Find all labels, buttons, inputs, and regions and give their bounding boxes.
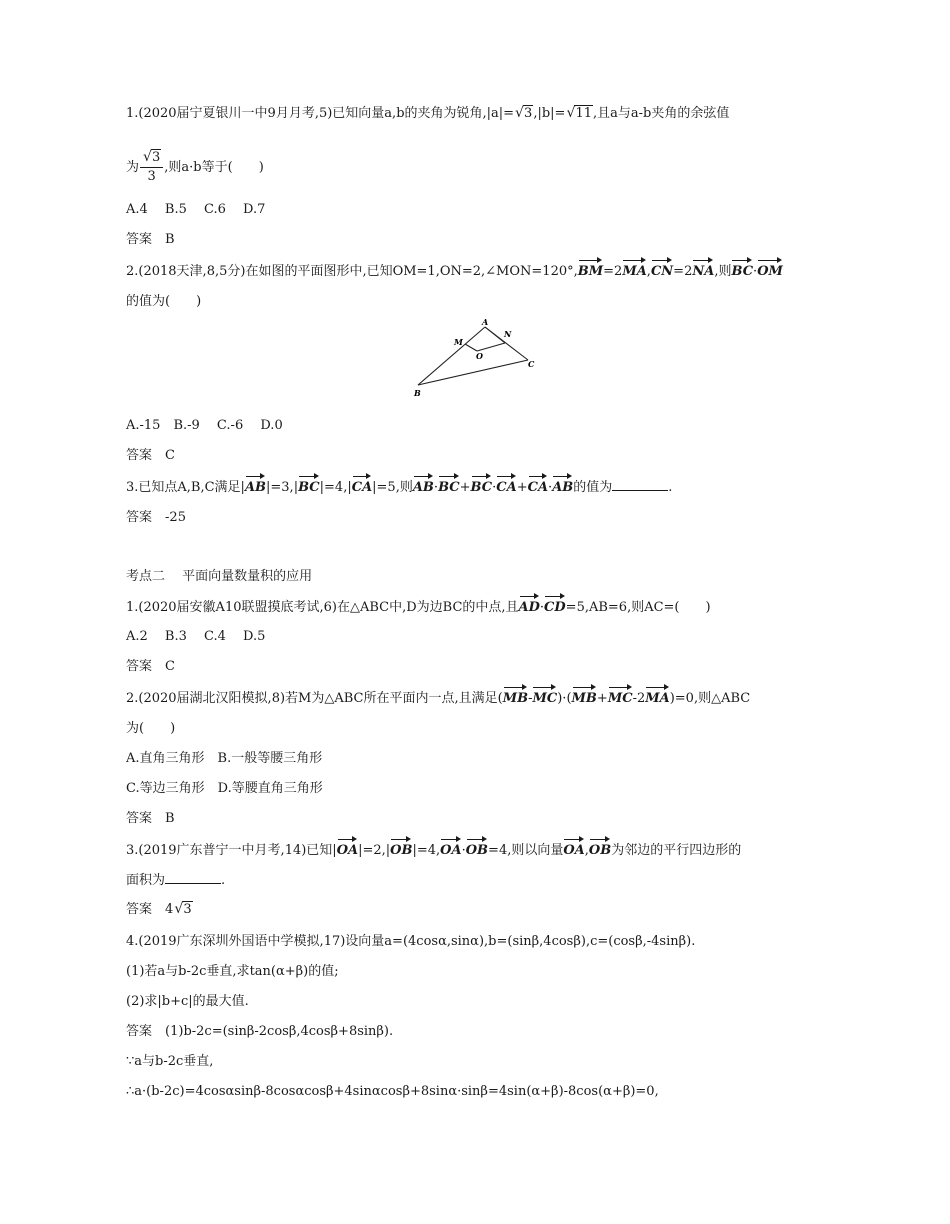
q2-line2: 的值为( ) — [126, 294, 202, 309]
s2q4-line6: ∴a·(b-2c)=4cosαsinβ-8cosαcosβ+4sinαcosβ+8sinα·sinβ=4sin(α+β)-8cos(α+β)=0, — [126, 1084, 659, 1099]
vector-MA: MA — [622, 260, 646, 282]
vector-AD: AD — [519, 596, 540, 618]
vector-NA: NA — [692, 260, 714, 282]
vector-CN: CN — [651, 260, 673, 282]
s2q4-answer: 答案 (1)b-2c=(sinβ-2cosβ,4cosβ+8sinβ). — [126, 1024, 394, 1039]
q2-line1: 2.(2018天津,8,5分)在如图的平面图形中,已知OM=1,ON=2,∠MON=120°,BM=2MA,CN=2NA,则BC·OM — [126, 260, 783, 282]
s2q3-line2: 面积为 . — [126, 873, 226, 888]
vector-MB: MB — [503, 687, 528, 709]
section-title: 考点二 平面向量数量积的应用 — [126, 569, 313, 584]
vector-MC: MC — [532, 687, 557, 709]
vector-OA: OA — [563, 839, 584, 861]
label-M: M — [454, 337, 463, 347]
s2q4-line2: (1)若a与b-2c垂直,求tan(α+β)的值; — [126, 964, 339, 979]
q3-answer: 答案 -25 — [126, 510, 186, 525]
label-O: O — [476, 351, 483, 361]
s2q2-line1: 2.(2020届湖北汉阳模拟,8)若M为△ABC所在平面内一点,且满足(MB-MC)·(MB+MC-2MA)=0,则△ABC — [126, 687, 750, 709]
vector-OB: OB — [390, 839, 412, 861]
vector-AB: AB — [552, 476, 573, 498]
q1-answer: 答案 B — [126, 232, 175, 247]
vector-BC: BC — [471, 476, 493, 498]
vector-BC: BC — [731, 260, 753, 282]
segment-MO — [465, 344, 477, 351]
geometry-figure — [410, 315, 540, 400]
s2q2-answer: 答案 B — [126, 811, 175, 826]
vector-MC: MC — [608, 687, 633, 709]
segment-AN — [485, 327, 505, 343]
q1-line2: 为 √ 3 3 ,则a·b等于( ) — [126, 149, 264, 184]
vector-BM: BM — [578, 260, 603, 282]
s2q3-line1: 3.(2019广东普宁一中月考,14)已知|OA|=2,|OB|=4,OA·OB=4,则以向量OA,OB为邻边的平行四边形的 — [126, 839, 741, 861]
s2q2-options-2: C.等边三角形 D.等腰直角三角形 — [126, 781, 323, 796]
label-A: A — [482, 317, 489, 327]
vector-MB: MB — [572, 687, 597, 709]
vector-AB: AB — [413, 476, 434, 498]
q1-line1: 1.(2020届宁夏银川一中9月月考,5)已知向量a,b的夹角为锐角,|a|= √ 3,|b|= √ 11,且a与a-b夹角的余弦值 — [126, 104, 729, 124]
s2q4-line3: (2)求|b+c|的最大值. — [126, 994, 249, 1009]
label-C: C — [528, 359, 535, 369]
vector-AB: AB — [245, 476, 266, 498]
vector-OA: OA — [337, 839, 358, 861]
vector-OB: OB — [466, 839, 488, 861]
radical-sqrt3: √ 3 — [174, 901, 192, 917]
q3-line1: 3.已知点A,B,C满足|AB|=3,|BC|=4,|CA|=5,则AB·BC+BC·CA+CA·AB的值为 . — [126, 476, 672, 498]
s2q3-answer: 答案 4 √ 3 — [126, 900, 193, 920]
vector-CA: CA — [528, 476, 548, 498]
vector-OM: OM — [757, 260, 783, 282]
s2q1-options: A.2 B.3 C.4 D.5 — [126, 629, 266, 644]
vector-CD: CD — [544, 596, 566, 618]
vector-BC: BC — [298, 476, 320, 498]
vector-CA: CA — [496, 476, 516, 498]
q2-answer: 答案 C — [126, 448, 175, 463]
vector-CA: CA — [352, 476, 372, 498]
radical-sqrt11: √ 11 — [566, 105, 592, 121]
s2q4-line1: 4.(2019广东深圳外国语中学模拟,17)设向量a=(4cosα,sinα),b=(sinβ,4cosβ),c=(cosβ,-4sinβ). — [126, 934, 696, 949]
s2q1-line1: 1.(2020届安徽A10联盟摸底考试,6)在△ABC中,D为边BC的中点,且AD·CD=5,AB=6,则AC=( ) — [126, 596, 711, 618]
radical-sqrt3: √ 3 — [515, 105, 533, 121]
q1-text: 1.(2020届宁夏银川一中9月月考,5)已知向量a,b的夹角为锐角,|a|= — [126, 106, 515, 121]
q1-options: A.4 B.5 C.6 D.7 — [126, 202, 266, 217]
s2q1-answer: 答案 C — [126, 659, 175, 674]
answer-blank — [165, 871, 221, 884]
s2q4-line5: ∵a与b-2c垂直, — [126, 1054, 214, 1069]
fraction-sqrt3-over-3: √ 3 3 — [140, 149, 163, 186]
segment-ON — [477, 343, 505, 351]
label-N: N — [504, 329, 512, 339]
s2q2-options-1: A.直角三角形 B.一般等腰三角形 — [126, 751, 323, 766]
vector-MA: MA — [645, 687, 669, 709]
segment-BA — [418, 327, 485, 385]
answer-blank — [612, 478, 668, 491]
vector-BC: BC — [438, 476, 460, 498]
vector-OB: OB — [589, 839, 611, 861]
segment-BC — [418, 360, 528, 385]
label-B: B — [414, 388, 421, 398]
vector-OA: OA — [440, 839, 461, 861]
q2-options: A.-15 B.-9 C.-6 D.0 — [126, 418, 283, 433]
s2q2-line2: 为( ) — [126, 721, 176, 736]
